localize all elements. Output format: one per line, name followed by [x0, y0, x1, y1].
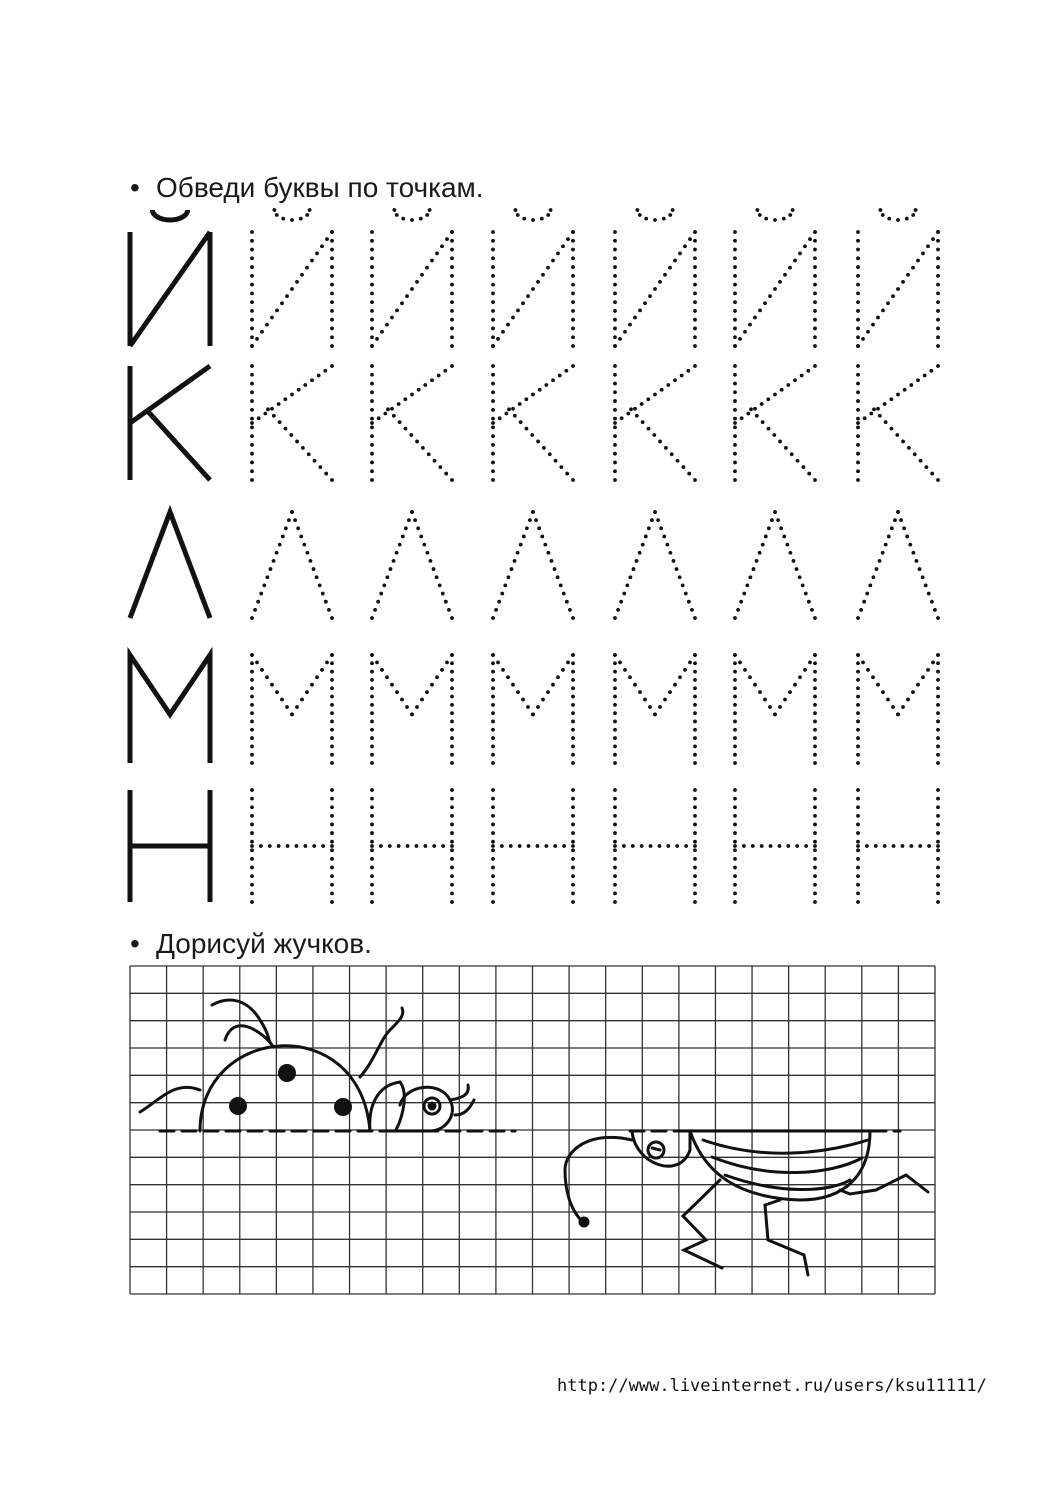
beetle-head [632, 1131, 690, 1166]
ladybug-head [370, 1082, 405, 1131]
beetle-pupil [652, 1148, 660, 1150]
bullet: • [130, 172, 140, 203]
beetle-wing-stripe [725, 1175, 850, 1190]
beetle-antenna [565, 1137, 632, 1222]
beetle-drawing [565, 1131, 928, 1275]
source-watermark: http://www.liveinternet.ru/users/ksu11111/ [557, 1376, 987, 1396]
beetle-wing-stripe [703, 1140, 868, 1153]
ladybug-spot [278, 1064, 296, 1082]
ladybug-leg [140, 1087, 200, 1112]
beetle-antenna-tip [580, 1218, 588, 1226]
ladybug-pupil [429, 1103, 435, 1109]
beetle-leg [683, 1180, 722, 1268]
beetle-leg [765, 1200, 808, 1275]
instruction-text: Обведи буквы по точкам. [156, 172, 484, 203]
bullet: • [130, 928, 140, 959]
ladybug-spot [334, 1098, 352, 1116]
instruction-text: Дорисуй жучков. [156, 928, 372, 959]
ladybug-leg [360, 1008, 403, 1077]
ladybug-shell [200, 1046, 370, 1131]
beetle-wing-stripe [712, 1157, 862, 1173]
ladybug-spot [229, 1097, 247, 1115]
